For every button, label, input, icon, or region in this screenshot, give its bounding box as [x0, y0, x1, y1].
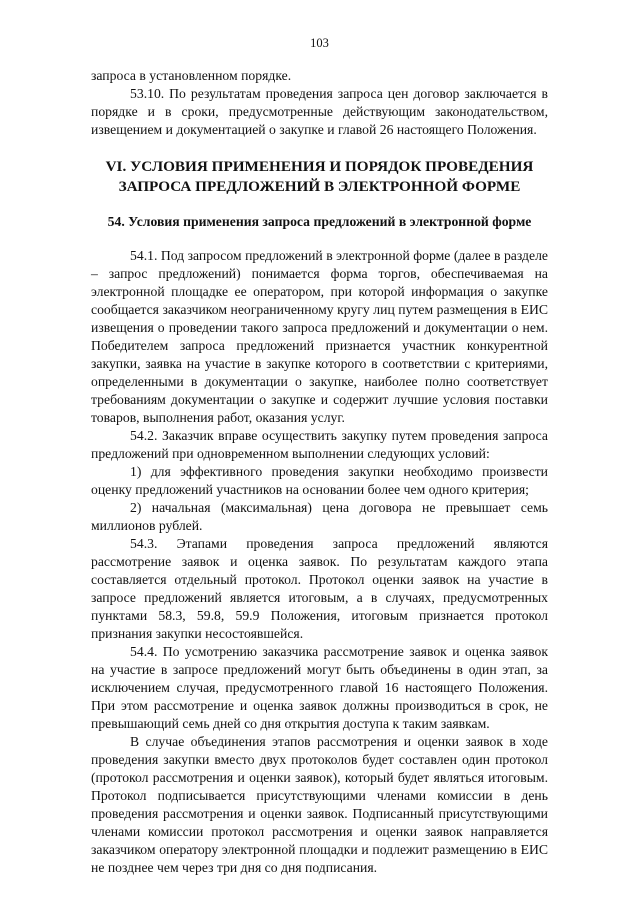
paragraph-continuation: запроса в установленном порядке. — [91, 68, 292, 83]
paragraph-54-3: 54.3. Этапами проведения запроса предложений являются рассмотрение заявок и оценка заявок. По результатам каждого этапа составляется отдельный протокол. Протокол оценки заявок на участие в запросе предложений является итоговым, а в случаях, предусмотренных пунктами 58.3, 59.8, 59.9 Положения, итоговым признается протокол признания закупки несостоявшейся. — [91, 536, 548, 641]
list-item-2: 2) начальная (максимальная) цена договора не превышает семь миллионов рублей. — [91, 500, 548, 533]
page-number: 103 — [310, 36, 329, 50]
subsection-title: 54. Условия применения запроса предложений в электронной форме — [107, 214, 532, 229]
paragraph-54-1: 54.1. Под запросом предложений в электронной форме (далее в разделе – запрос предложений) понимается форма торгов, обеспечиваемая на электронной площадке ее оператором, при которой информация о закупке сообщается заказчиком неограниченному кругу лиц путем размещения в ЕИС извещения о проведении такого запроса предложений и документации о нем. Победителем запроса предложений признается участник конкурентной закупки, заявка на участие в закупке которого в соответствии с критериями, определенными в документации о закупке, наиболее полно соответствует требованиям документации о закупке и содержит лучшие условия поставки товаров, выполнения работ, оказания услуг. — [91, 248, 548, 425]
list-item-1: 1) для эффективного проведения закупки необходимо произвести оценку предложений участников на основании более чем одного критерия; — [91, 464, 548, 497]
paragraph-merged-stages: В случае объединения этапов рассмотрения и оценки заявок в ходе проведения закупки вместо двух протоколов будет составлен один протокол (протокол рассмотрения и оценки заявок), который будет являться итоговым. Протокол подписывается присутствующими членами комиссии в день проведения рассмотрения и оценки заявок. Подписанный присутствующими членами комиссии протокол рассмотрения и оценки заявок направляется заказчиком оператору электронной площадки и подлежит размещению в ЕИС не позднее чем через три дня со дня подписания. — [91, 734, 548, 875]
paragraph-54-4: 54.4. По усмотрению заказчика рассмотрение заявок и оценка заявок на участие в запросе предложений могут быть объединены в один этап, за исключением случая, предусмотренного главой 16 настоящего Положения. При этом рассмотрение и оценка заявок должны производиться в срок, не превышающий семь дней со дня открытия доступа к таким заявкам. — [91, 644, 548, 731]
paragraph-54-2: 54.2. Заказчик вправе осуществить закупку путем проведения запроса предложений при одновременном выполнении следующих условий: — [91, 428, 548, 461]
paragraph-53-10: 53.10. По результатам проведения запроса цен договор заключается в порядке и в сроки, предусмотренные действующим законодательством, извещением и документацией о закупке и главой 26 настоящего Положения. — [91, 86, 548, 137]
section-title: VI. УСЛОВИЯ ПРИМЕНЕНИЯ И ПОРЯДОК ПРОВЕДЕНИЯ ЗАПРОСА ПРЕДЛОЖЕНИЙ В ЭЛЕКТРОННОЙ ФОРМЕ — [105, 158, 534, 195]
document-page — [91, 34, 548, 877]
